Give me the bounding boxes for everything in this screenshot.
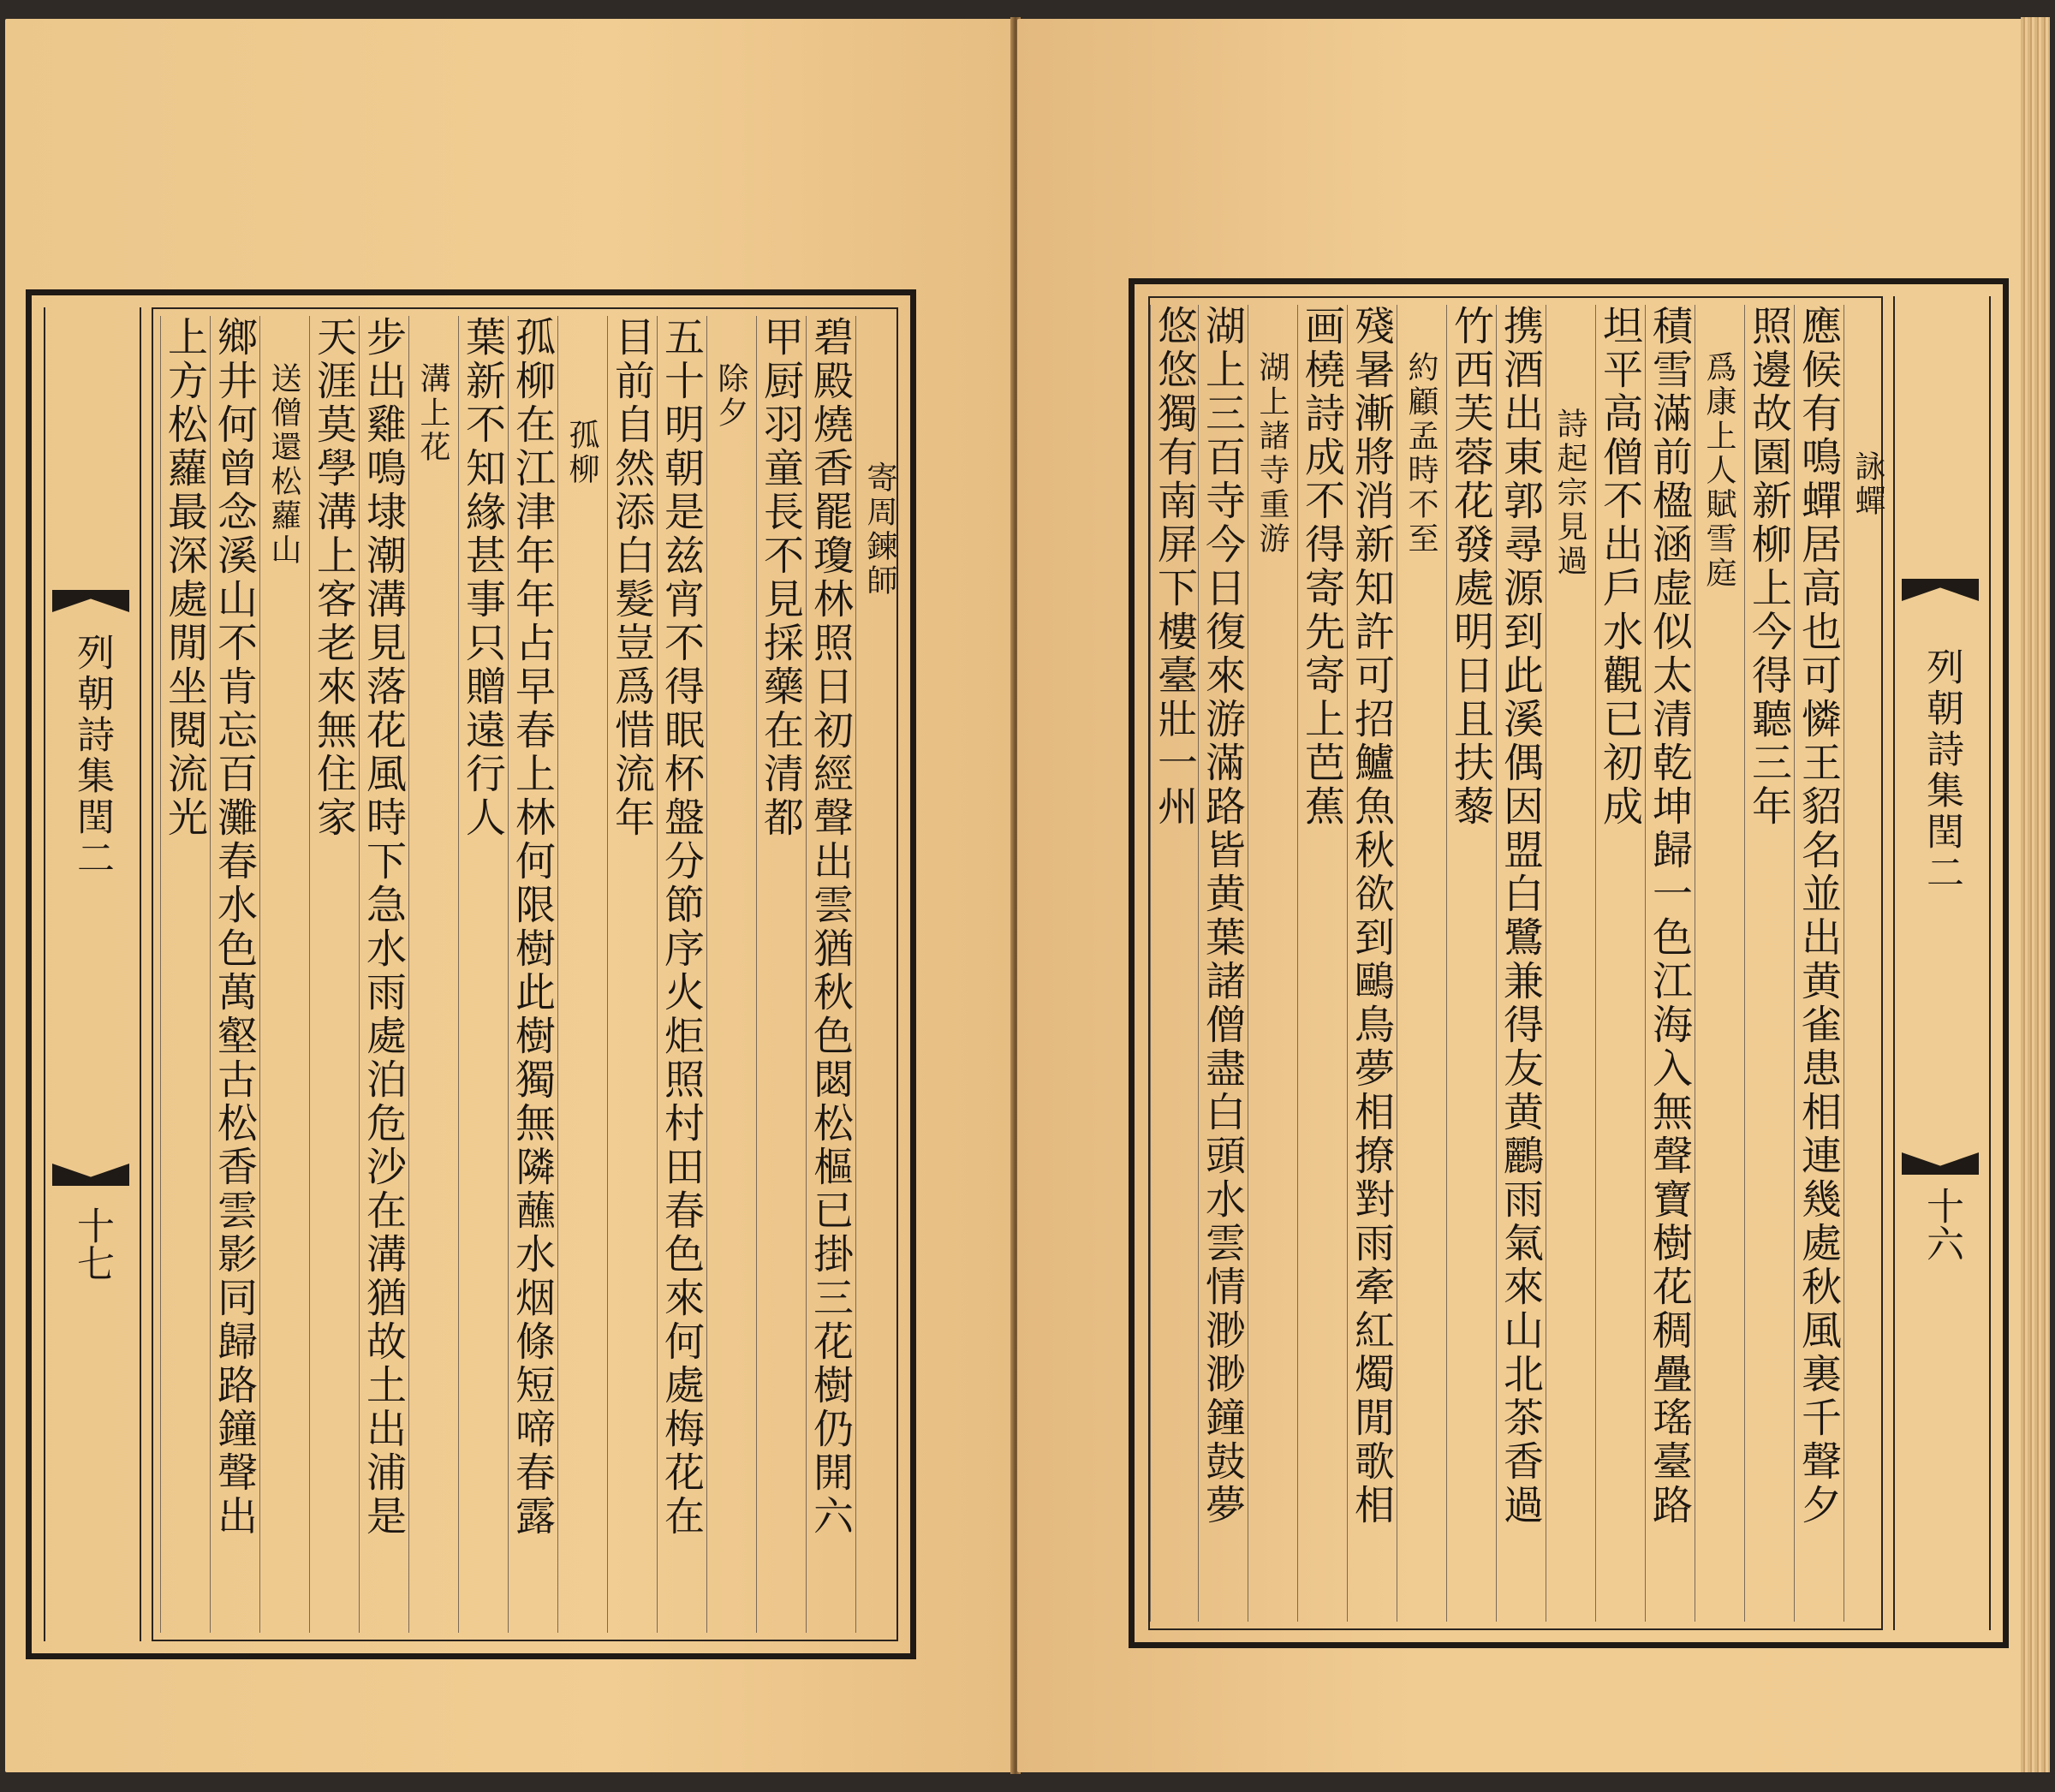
poem-title: 孤柳 [557, 316, 605, 1633]
text-column: 目前自然添白髮豈爲惜流年 [607, 316, 654, 1633]
text-column: 坦平高僧不出戶水觀已初成 [1595, 305, 1642, 1622]
poem-title: 溝上花 [408, 316, 456, 1633]
text-column: 上方松蘿最深處閒坐閱流光 [160, 316, 207, 1633]
poem-title: 寄周鍊師 [855, 316, 902, 1633]
poem-title: 爲康上人賦雪庭 [1695, 305, 1742, 1622]
poem-title: 詠蟬 [1844, 305, 1891, 1622]
poem-title: 約顧孟時不至 [1397, 305, 1444, 1622]
text-column: 五十明朝是兹宵不得眠杯盤分節序火炬照村田春色來何處梅花在 [657, 316, 704, 1633]
poem-title: 除夕 [706, 316, 754, 1633]
fish-tail-mark-icon [1902, 579, 1979, 601]
text-column: 殘暑漸將消新知許可招鱸魚秋欲到鷗鳥夢相撩對雨牽紅燭閒歌相 [1347, 305, 1394, 1622]
text-column: 照邊故園新柳上今得聽三年 [1744, 305, 1791, 1622]
left-centre-title: 列朝詩集閏二 [70, 633, 114, 879]
page-edges [2021, 17, 2050, 1772]
text-column: 湖上三百寺今日復來游滿路皆黄葉諸僧盡白頭水雲情渺渺鐘鼓夢 [1198, 305, 1245, 1622]
left-text-block [152, 307, 898, 1641]
right-folio-number: 十六 [1920, 1187, 1963, 1262]
text-column: 積雪滿前楹涵虚似太清乾坤歸一色江海入無聲寶樹花稠疊瑤臺路 [1645, 305, 1692, 1622]
text-column: 天涯莫學溝上客老來無住家 [309, 316, 356, 1633]
left-page-frame [26, 289, 916, 1659]
left-centre-column [44, 307, 141, 1641]
text-column: 葉新不知緣甚事只贈遠行人 [458, 316, 505, 1633]
poem-title: 湖上諸寺重游 [1248, 305, 1295, 1622]
text-column: 步出雞鳴埭潮溝見落花風時下急水雨處泊危沙在溝猶故土出浦是 [359, 316, 406, 1633]
text-column: 甲厨羽童長不見採藥在清都 [756, 316, 803, 1633]
text-column: 應候有鳴蟬居高也可憐王貂名並出黄雀患相連幾處秋風裏千聲夕 [1794, 305, 1841, 1622]
text-column: 碧殿燒香罷瓊林照日初經聲出雲猶秋色閟松樞已掛三花樹仍開六 [806, 316, 853, 1633]
poem-title: 詩起宗見過 [1546, 305, 1593, 1622]
text-column: 孤柳在江津年年占早春上林何限樹此樹獨無隣蘸水烟條短啼春露 [508, 316, 555, 1633]
text-column: 画橈詩成不得寄先寄上芭蕉 [1297, 305, 1344, 1622]
left-folio-number: 十七 [70, 1206, 114, 1282]
right-page-frame [1129, 278, 2009, 1648]
fish-tail-mark-icon [52, 1164, 129, 1186]
right-centre-title: 列朝詩集閏二 [1920, 647, 1963, 894]
text-column: 鄉井何曾念溪山不肯忘百灘春水色萬壑古松香雲影同歸路鐘聲出 [210, 316, 257, 1633]
right-text-block [1148, 296, 1883, 1630]
text-column: 竹西芙蓉花發處明日且扶藜 [1446, 305, 1493, 1622]
fish-tail-mark-icon [52, 590, 129, 612]
fish-tail-mark-icon [1902, 1152, 1979, 1175]
text-column: 悠悠獨有南屏下樓臺壯一州 [1150, 305, 1197, 1622]
text-column: 携酒出東郭尋源到此溪偶因盟白鷺兼得友黄鸝雨氣來山北茶香過 [1496, 305, 1543, 1622]
right-centre-column [1893, 296, 1991, 1630]
poem-title: 送僧還松蘿山 [259, 316, 307, 1633]
